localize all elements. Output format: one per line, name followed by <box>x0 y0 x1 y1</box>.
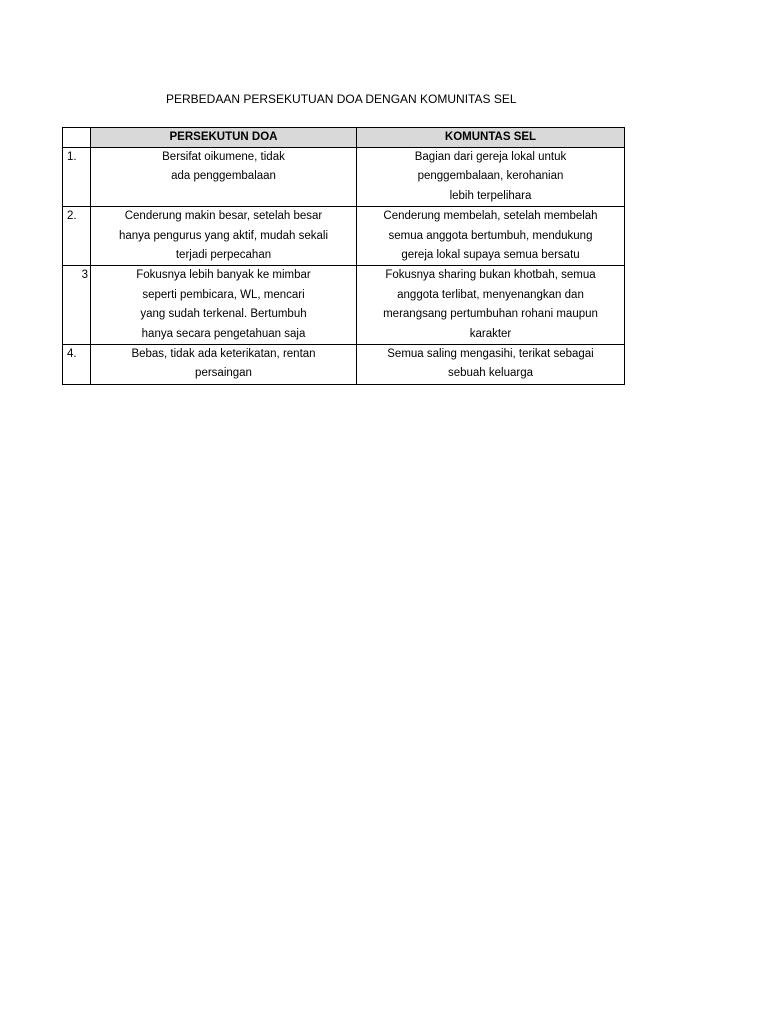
cell-line: Cenderung makin besar, setelah besar <box>124 210 323 223</box>
cell-line: Bebas, tidak ada keterikatan, rentan <box>131 348 316 361</box>
cell-line: semua anggota bertumbuh, mendukung <box>388 229 593 242</box>
table-row <box>63 148 625 207</box>
persekutuan-doa-cell <box>91 148 357 207</box>
page-title: PERBEDAAN PERSEKUTUAN DOA DENGAN KOMUNITAS SEL <box>166 92 517 106</box>
cell-line: Cenderung membelah, setelah membelah <box>383 210 598 223</box>
cell-line: Fokusnya lebih banyak ke mimbar <box>136 269 311 282</box>
cell-line: terjadi perpecahan <box>175 249 272 262</box>
cell-line: gereja lokal supaya semua bersatu <box>401 249 580 262</box>
cell-line: Semua saling mengasihi, terikat sebagai <box>387 348 594 361</box>
row-number: 2. <box>63 207 91 266</box>
header-persekutuan-doa: PERSEKUTUN DOA <box>91 128 357 148</box>
cell-line: hanya secara pengetahuan saja <box>141 327 306 340</box>
cell-line: merangsang pertumbuhan rohani maupun <box>383 308 598 321</box>
row-number: 4. <box>63 345 91 385</box>
header-number-cell <box>63 128 91 148</box>
komunitas-sel-cell <box>357 148 625 207</box>
komunitas-sel-cell <box>357 345 625 385</box>
comparison-table <box>62 127 625 385</box>
cell-line: hanya pengurus yang aktif, mudah sekali <box>118 229 329 242</box>
persekutuan-doa-cell <box>91 266 357 345</box>
table-row <box>63 345 625 385</box>
cell-line: anggota terlibat, menyenangkan dan <box>397 288 584 301</box>
table-row <box>63 207 625 266</box>
cell-line: sebuah keluarga <box>447 367 534 380</box>
cell-line: yang sudah terkenal. Bertumbuh <box>140 308 307 321</box>
cell-line: Fokusnya sharing bukan khotbah, semua <box>385 269 596 282</box>
cell-line: Bersifat oikumene, tidak <box>162 151 285 163</box>
cell-line: Bagian dari gereja lokal untuk <box>414 151 567 163</box>
cell-line: ada penggembalaan <box>171 170 276 183</box>
cell-line: lebih terpelihara <box>449 189 532 202</box>
table-header-row <box>63 128 625 148</box>
row-number: 1. <box>63 148 91 207</box>
cell-line: seperti pembicara, WL, mencari <box>142 288 305 301</box>
row-number: 3 <box>63 266 91 345</box>
table-row <box>63 266 625 345</box>
komunitas-sel-cell <box>357 266 625 345</box>
cell-line: persaingan <box>195 367 252 380</box>
persekutuan-doa-cell <box>91 345 357 385</box>
persekutuan-doa-cell <box>91 207 357 266</box>
header-komunitas-sel: KOMUNTAS SEL <box>357 128 625 148</box>
komunitas-sel-cell <box>357 207 625 266</box>
cell-line: karakter <box>469 327 512 340</box>
cell-line: penggembalaan, kerohanian <box>417 170 564 183</box>
